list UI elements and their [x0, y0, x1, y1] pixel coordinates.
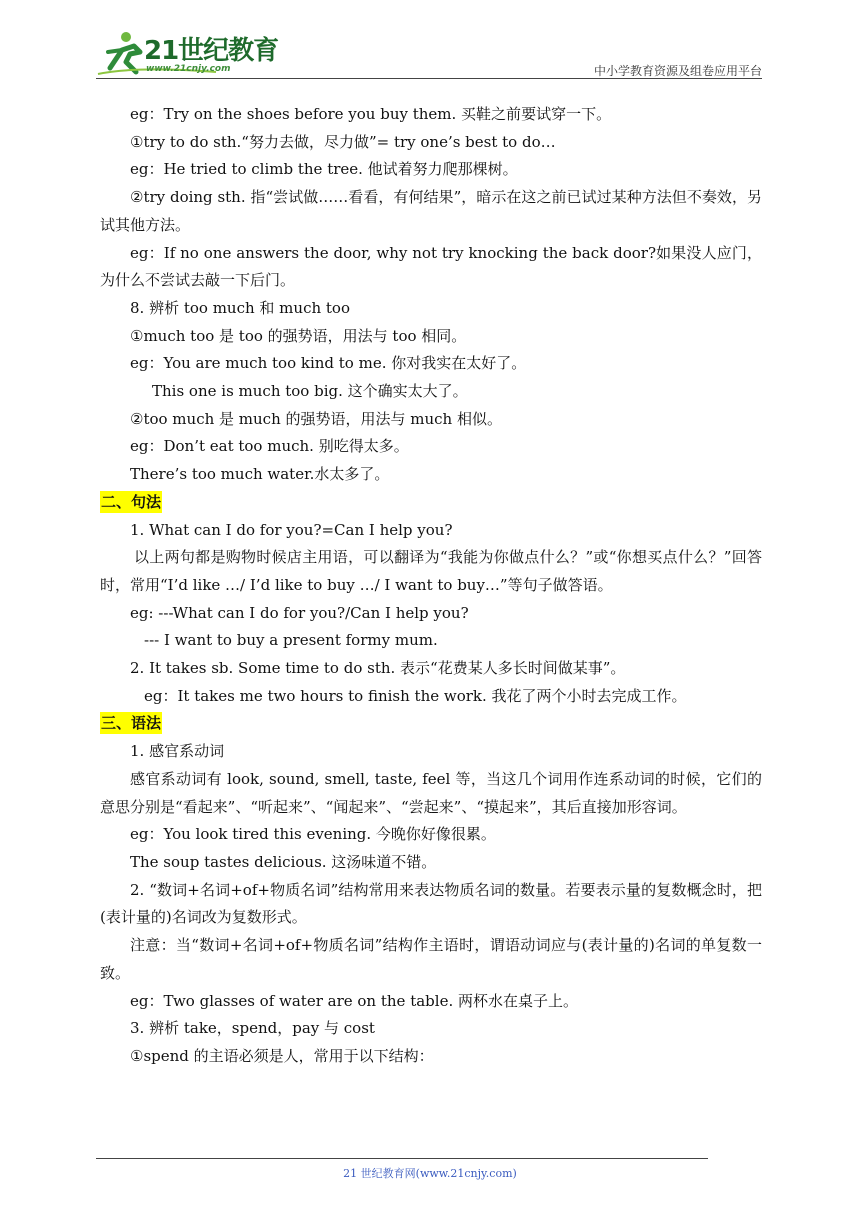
header-divider	[96, 78, 762, 79]
header-platform-text: 中小学教育资源及组卷应用平台	[593, 64, 762, 78]
paragraph: --- I want to buy a present formy mum.	[144, 631, 438, 650]
paragraph: eg：You look tired this evening. 今晚你好像很累。	[130, 825, 496, 844]
logo-text: 21世纪教育	[144, 36, 279, 66]
paragraph: eg: ---What can I do for you?/Can I help you?	[130, 603, 469, 622]
paragraph: eg：You are much too kind to me. 你对我实在太好了。	[130, 354, 527, 373]
paragraph: 注意：当“数词+名词+of+物质名词”结构作主语时，谓语动词应与(表计量的)名词的单复数一致。	[100, 936, 762, 982]
paragraph: ①spend 的主语必须是人，常用于以下结构：	[130, 1046, 434, 1065]
paragraph: eg：Try on the shoes before you buy them. 买鞋之前要试穿一下。	[130, 105, 612, 123]
paragraph: ②try doing sth. 指“尝试做……看看，有何结果”，暗示在这之前已试过某种方法但不奏效，另试其他方法。	[100, 188, 762, 234]
paragraph: 2. “数词+名词+of+物质名词”结构常用来表达物质名词的数量。若要表示量的复数概念时，把(表计量的)名词改为复数形式。	[100, 880, 762, 927]
paragraph: This one is much too big. 这个确实太大了。	[152, 382, 468, 401]
paragraph: 1. What can I do for you?=Can I help you?	[130, 520, 453, 539]
page-header	[96, 28, 762, 80]
paragraph: 2. It takes sb. Some time to do sth. 表示“花费某人多长时间做某事”。	[130, 659, 626, 678]
paragraph: ①try to do sth.“努力去做，尽力做”= try one’s best to do…	[130, 132, 556, 151]
section-heading-syntax	[100, 489, 762, 517]
document-body	[100, 101, 762, 1071]
footer-link[interactable]: 21 世纪教育网(www.21cnjy.com)	[343, 1167, 517, 1180]
paragraph: eg：Two glasses of water are on the table. 两杯水在桌子上。	[130, 991, 578, 1010]
logo-url: www.21cnjy.com	[146, 64, 231, 74]
section-heading-text: 二、句法	[101, 492, 162, 511]
paragraph: ①much too 是 too 的强势语，用法与 too 相同。	[130, 326, 467, 345]
paragraph: 8. 辨析 too much 和 much too	[130, 298, 350, 317]
paragraph: ②too much 是 much 的强势语，用法与 much 相似。	[130, 409, 502, 428]
paragraph: The soup tastes delicious. 这汤味道不错。	[130, 852, 437, 871]
paragraph: 3. 辨析 take，spend，pay 与 cost	[130, 1019, 375, 1038]
paragraph: 1. 感官系动词	[130, 742, 225, 761]
section-heading-grammar	[100, 710, 762, 738]
paragraph: eg：He tried to climb the tree. 他试着努力爬那棵树。	[130, 160, 518, 179]
paragraph: eg：If no one answers the door, why not try knocking the back door?如果没人应门，为什么不尝试去敲一下后门。	[100, 243, 762, 290]
footer-divider	[96, 1158, 708, 1159]
paragraph: eg：It takes me two hours to finish the work. 我花了两个小时去完成工作。	[144, 686, 687, 705]
paragraph: eg：Don’t eat too much. 别吃得太多。	[130, 437, 409, 456]
paragraph: There’s too much water.水太多了。	[130, 465, 390, 484]
section-heading-text: 三、语法	[101, 714, 162, 733]
paragraph: 感官系动词有 look, sound, smell, taste, feel 等，当这几个词用作连系动词的时候，它们的意思分别是“看起来”、“听起来”、“闻起来”、“尝起来”、“摸起来”，其后直接加形容词。	[100, 769, 762, 816]
paragraph: 以上两句都是购物时候店主用语，可以翻译为“我能为你做点什么？”或“你想买点什么？”回答时，常用“I’d like …/ I’d like to buy …/ I want to buy…”等句子做答语。	[100, 548, 762, 594]
